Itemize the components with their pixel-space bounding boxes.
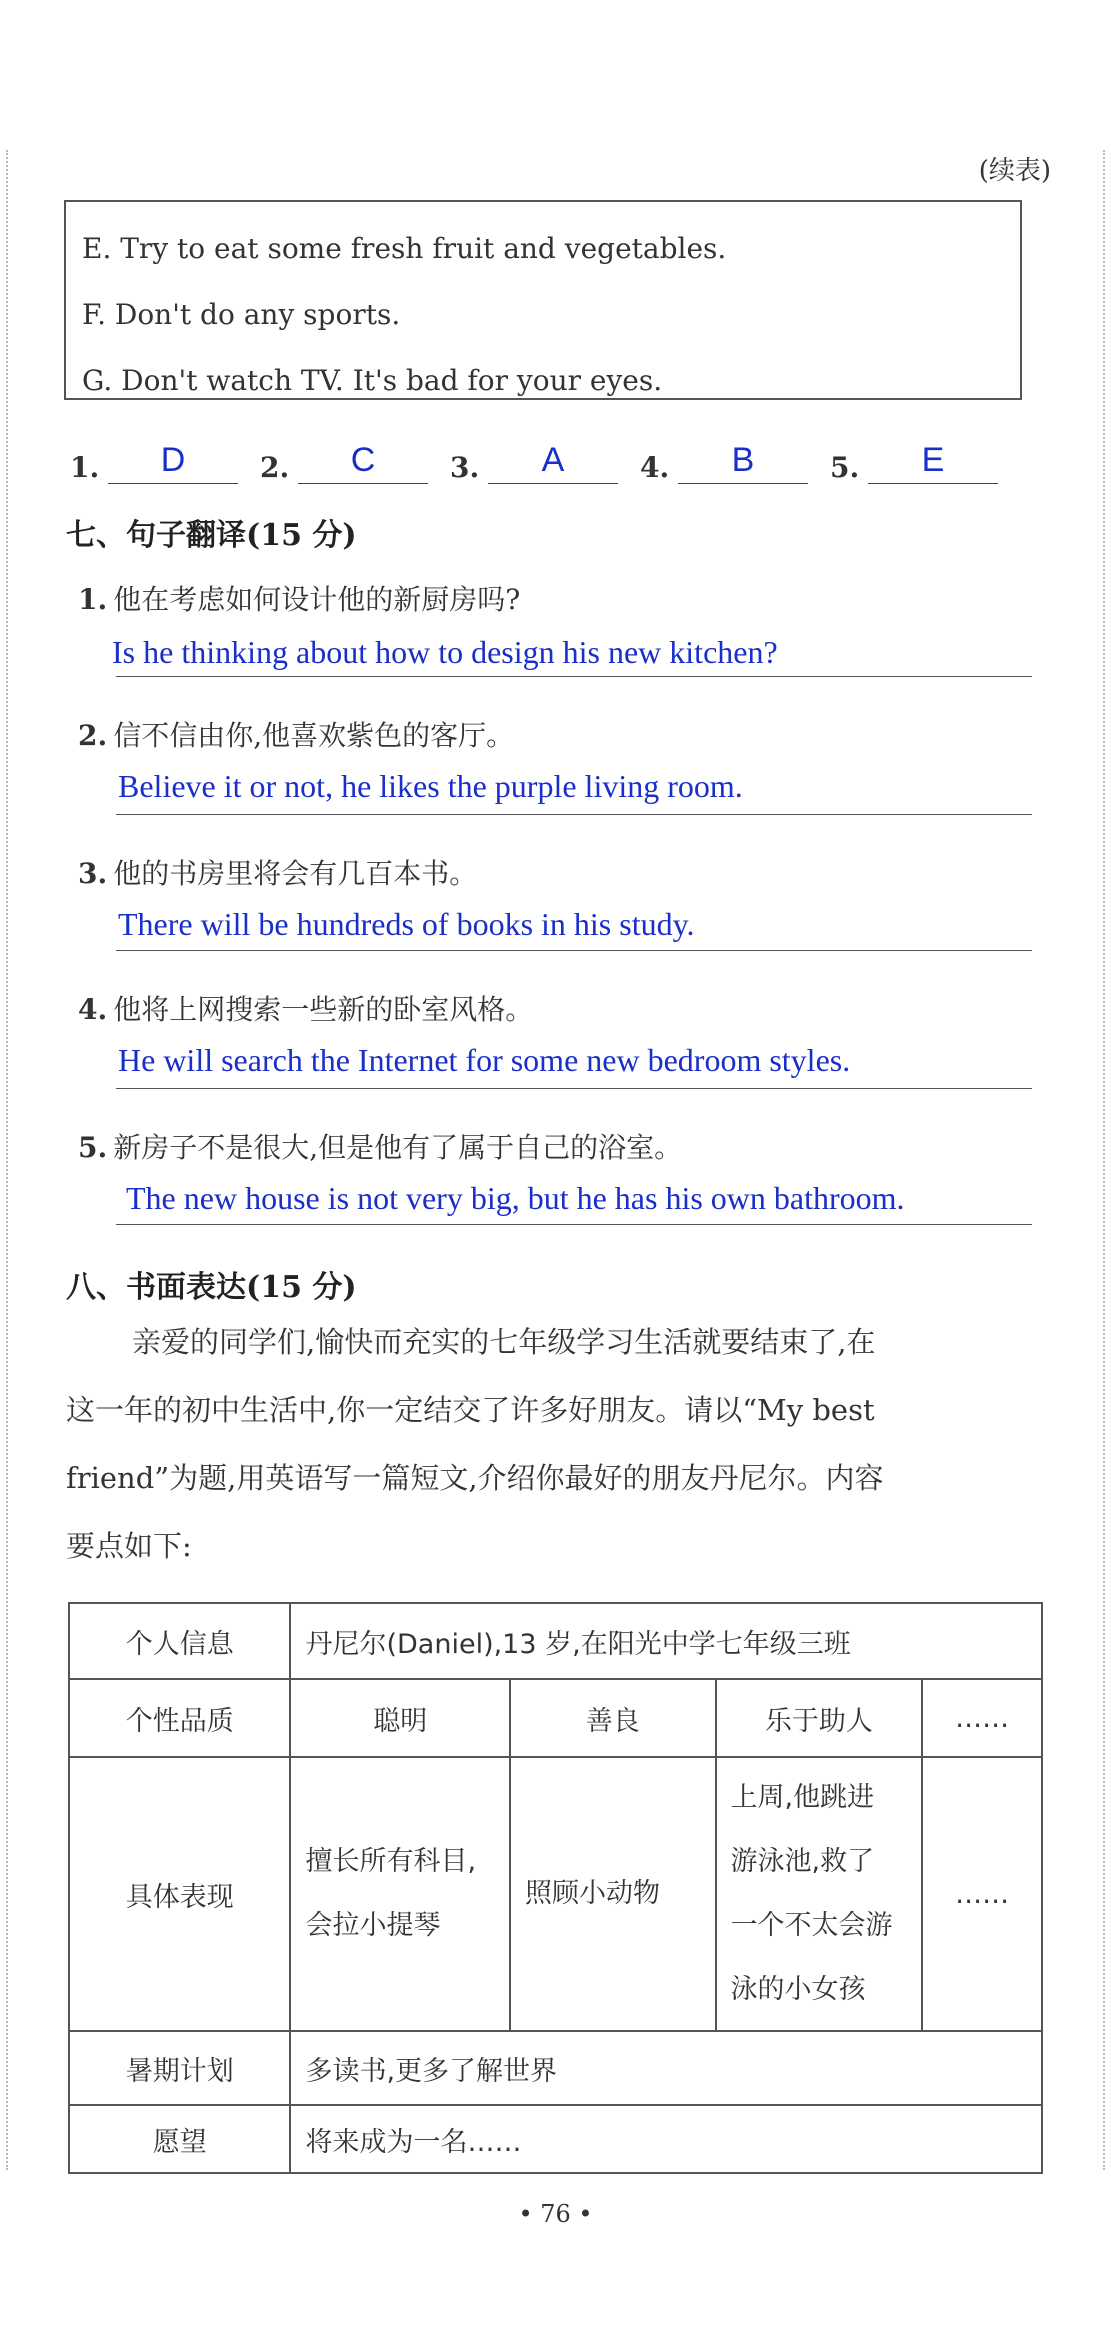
answer-line [116, 676, 1032, 677]
section-7-title: 七、句子翻译(15 分) [66, 518, 357, 553]
performance-line: 一个不太会游 [730, 1910, 893, 1941]
right-margin-dots [1103, 150, 1105, 2170]
prompt-line-3: friend”为题,用英语写一篇短文,介绍你最好的朋友丹尼尔。内容 [66, 1461, 884, 1495]
performance-more [922, 1757, 1042, 2031]
wish-label: 愿望 [69, 2105, 290, 2173]
quality-kind: 善良 [510, 1679, 716, 1757]
question-number: 1. [78, 583, 108, 616]
question-text: 信不信由你,他喜欢紫色的客厅。 [113, 719, 515, 752]
writing-prompt [66, 1308, 1046, 1580]
answer-number: 2. [260, 451, 290, 484]
translation-answer-5: The new house is not very big, but he has his own bathroom. [126, 1180, 905, 1216]
answer-line [116, 1088, 1032, 1089]
answer-number: 1. [70, 451, 100, 484]
question-number: 3. [78, 857, 108, 890]
table-row [69, 2031, 1042, 2105]
personal-info-value: 丹尼尔(Daniel),13 岁,在阳光中学七年级三班 [290, 1603, 1042, 1679]
translation-question-1 [78, 578, 520, 618]
left-margin-dots [6, 150, 8, 2170]
wish-value: 将来成为一名…… [290, 2105, 1042, 2173]
summer-plan-label: 暑期计划 [69, 2031, 290, 2105]
performance-line: 会拉小提琴 [305, 1910, 441, 1941]
table-row [69, 1757, 1042, 2031]
quality-smart: 聪明 [290, 1679, 510, 1757]
info-table [68, 1602, 1043, 2174]
translation-answer-1: Is he thinking about how to design his new kitchen? [112, 634, 778, 670]
performance-kind [510, 1757, 716, 2031]
answer-value: A [541, 441, 565, 479]
translation-question-5 [78, 1126, 682, 1166]
quality-more: …… [922, 1679, 1042, 1757]
performance-helpful [716, 1757, 923, 2031]
translation-question-2 [78, 714, 514, 754]
continued-label: (续表) [978, 156, 1051, 186]
answer-value: E [921, 441, 945, 479]
answer-number: 4. [640, 451, 670, 484]
translation-answer-3: There will be hundreds of books in his study. [118, 906, 695, 942]
question-text: 他的书房里将会有几百本书。 [113, 857, 478, 890]
answer-blank [298, 483, 428, 484]
performance-line: …… [955, 1878, 1010, 1910]
answer-value: C [350, 441, 376, 479]
answer-line [116, 1224, 1032, 1225]
quality-label: 个性品质 [69, 1679, 290, 1757]
performance-line: 游泳池,救了 [730, 1846, 875, 1877]
prompt-line-1: 亲爱的同学们,愉快而充实的七年级学习生活就要结束了,在 [132, 1325, 876, 1359]
question-number: 2. [78, 719, 108, 752]
answer-number: 3. [450, 451, 480, 484]
table-row [69, 1679, 1042, 1757]
translation-answer-2: Believe it or not, he likes the purple living room. [118, 768, 743, 804]
answer-line [116, 814, 1032, 815]
performance-label: 具体表现 [69, 1757, 290, 2031]
answer-blank [678, 483, 808, 484]
personal-info-label: 个人信息 [69, 1603, 290, 1679]
table-row [69, 2105, 1042, 2173]
option-g: G. Don't watch TV. It's bad for your eyes. [82, 364, 663, 397]
option-e: E. Try to eat some fresh fruit and vegetables. [82, 232, 727, 265]
page-number: • 76 • [518, 2200, 593, 2228]
question-text: 他在考虑如何设计他的新厨房吗? [113, 583, 521, 616]
question-text: 他将上网搜索一些新的卧室风格。 [113, 993, 534, 1026]
answer-blank [488, 483, 618, 484]
answer-value: D [160, 441, 186, 479]
answer-blank [108, 483, 238, 484]
options-box [64, 200, 1022, 400]
performance-line: 上周,他跳进 [730, 1782, 875, 1813]
prompt-line-4: 要点如下: [66, 1529, 192, 1563]
answer-blank [868, 483, 998, 484]
translation-answer-4: He will search the Internet for some new bedroom styles. [118, 1042, 851, 1078]
performance-smart [290, 1757, 510, 2031]
question-number: 4. [78, 993, 108, 1026]
translation-question-4 [78, 988, 533, 1028]
question-number: 5. [78, 1131, 108, 1164]
answer-number: 5. [830, 451, 860, 484]
section-8-title: 八、书面表达(15 分) [66, 1270, 357, 1305]
performance-line: 照顾小动物 [525, 1878, 660, 1909]
table-row [69, 1603, 1042, 1679]
translation-question-3 [78, 852, 477, 892]
answer-row [70, 430, 1030, 490]
option-f: F. Don't do any sports. [82, 298, 401, 331]
answer-line [116, 950, 1032, 951]
summer-plan-value: 多读书,更多了解世界 [290, 2031, 1042, 2105]
answer-value: B [731, 441, 755, 479]
performance-line: 擅长所有科目, [305, 1846, 477, 1877]
performance-line: 泳的小女孩 [730, 1974, 866, 2005]
prompt-line-2: 这一年的初中生活中,你一定结交了许多好朋友。请以“My best [66, 1393, 875, 1427]
question-text: 新房子不是很大,但是他有了属于自己的浴室。 [113, 1131, 683, 1164]
quality-helpful: 乐于助人 [716, 1679, 923, 1757]
